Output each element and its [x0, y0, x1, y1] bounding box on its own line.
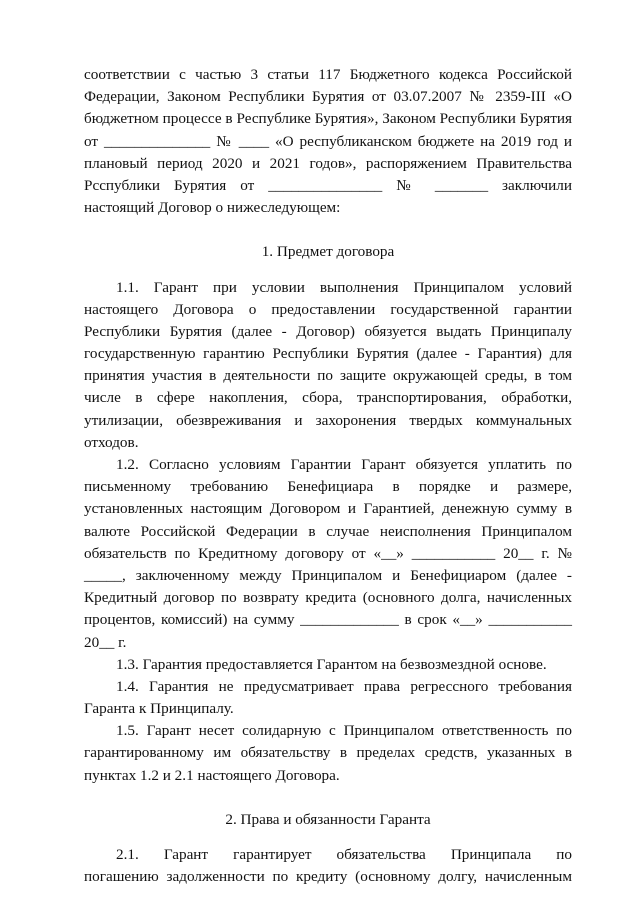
text-line: Республики Бурятия (далее - Договор) обязуется выдать Принципалу [84, 322, 572, 340]
text-line: погашению задолженности по кредиту (основному долгу, начисленным [84, 868, 572, 886]
text-line: Кредитный договор по возврату кредита (основного долга, начисленных [84, 589, 572, 607]
text-line: бюджетном процессе в Республике Бурятия», Законом Республики Бурятия [84, 110, 572, 128]
text-line: 1.3. Гарантия предоставляется Гарантом на безвозмездной основе. [116, 655, 547, 673]
paragraph-1-3 [84, 654, 572, 676]
text-line: обязательств по Кредитному договору от «__» ___________ 20__ г. № [84, 544, 572, 562]
text-line: настоящего Договора о предоставлении государственной гарантии [84, 300, 572, 318]
text-line: 20__ г. [84, 633, 127, 651]
text-line: пунктах 1.2 и 2.1 настоящего Договора. [84, 766, 340, 784]
text-line: Гаранта к Принципалу. [84, 700, 234, 718]
paragraph-2-1 [84, 844, 572, 888]
text-line: 1.4. Гарантия не предусматривает права регрессного требования [116, 677, 572, 695]
text-line: письменному требованию Бенефициара в порядке и размере, [84, 478, 572, 496]
text-line: 1.5. Гарант несет солидарную с Принципалом ответственность по [116, 722, 572, 740]
document-page [84, 64, 572, 888]
text-line: _____, заключенному между Принципалом и Бенефициаром (далее - [84, 566, 572, 584]
text-line: Федерации, Законом Республики Бурятия от 03.07.2007 № 2359-III «О [84, 88, 572, 106]
paragraph-1-1 [84, 277, 572, 455]
text-line: 2.1. Гарант гарантирует обязательства Принципала по [116, 846, 572, 863]
intro-paragraph [84, 64, 572, 219]
text-line: принятия участия в деятельности по защите окружающей среды, в том [84, 367, 572, 385]
text-line: 1.1. Гарант при условии выполнения Принципалом условий [116, 278, 572, 296]
text-line: процентов, комиссий) на сумму _____________ в срок «__» ___________ [84, 611, 572, 629]
text-line: Рсспублики Бурятия от _______________ № _______ заключили [84, 176, 572, 194]
section-heading: 2. Права и обязанности Гаранта [225, 810, 431, 828]
text-line: от ______________ № ____ «О республиканском бюджете на 2019 год и [84, 132, 572, 150]
text-line: валюте Российской Федерации в случае неисполнения Принципалом [84, 522, 572, 540]
text-line: утилизации, обезвреживания и захоронения твердых коммунальных [84, 411, 572, 429]
text-line: отходов. [84, 433, 139, 451]
section-heading: 1. Предмет договора [261, 243, 395, 261]
paragraph-1-4 [84, 676, 572, 720]
paragraph-1-2 [84, 454, 572, 654]
text-line: государственную гарантию Республики Бурятия (далее - Гарантия) для [84, 345, 572, 363]
text-line: настоящий Договор о нижеследующем: [84, 199, 341, 217]
text-line: 1.2. Согласно условиям Гарантии Гарант обязуется уплатить по [116, 456, 572, 473]
text-line: гарантированному им обязательству в пределах средств, указанных в [84, 744, 572, 762]
text-line: установленных настоящим Договором и Гарантией, денежную сумму в [84, 500, 572, 518]
paragraph-1-5 [84, 720, 572, 787]
text-line: числе в сфере накопления, сбора, транспортирования, обработки, [84, 389, 572, 407]
text-line: соответствии с частью 3 статьи 117 Бюджетного кодекса Российской [84, 66, 572, 83]
text-line: плановый период 2020 и 2021 годов», распоряжением Правительства [84, 154, 572, 172]
